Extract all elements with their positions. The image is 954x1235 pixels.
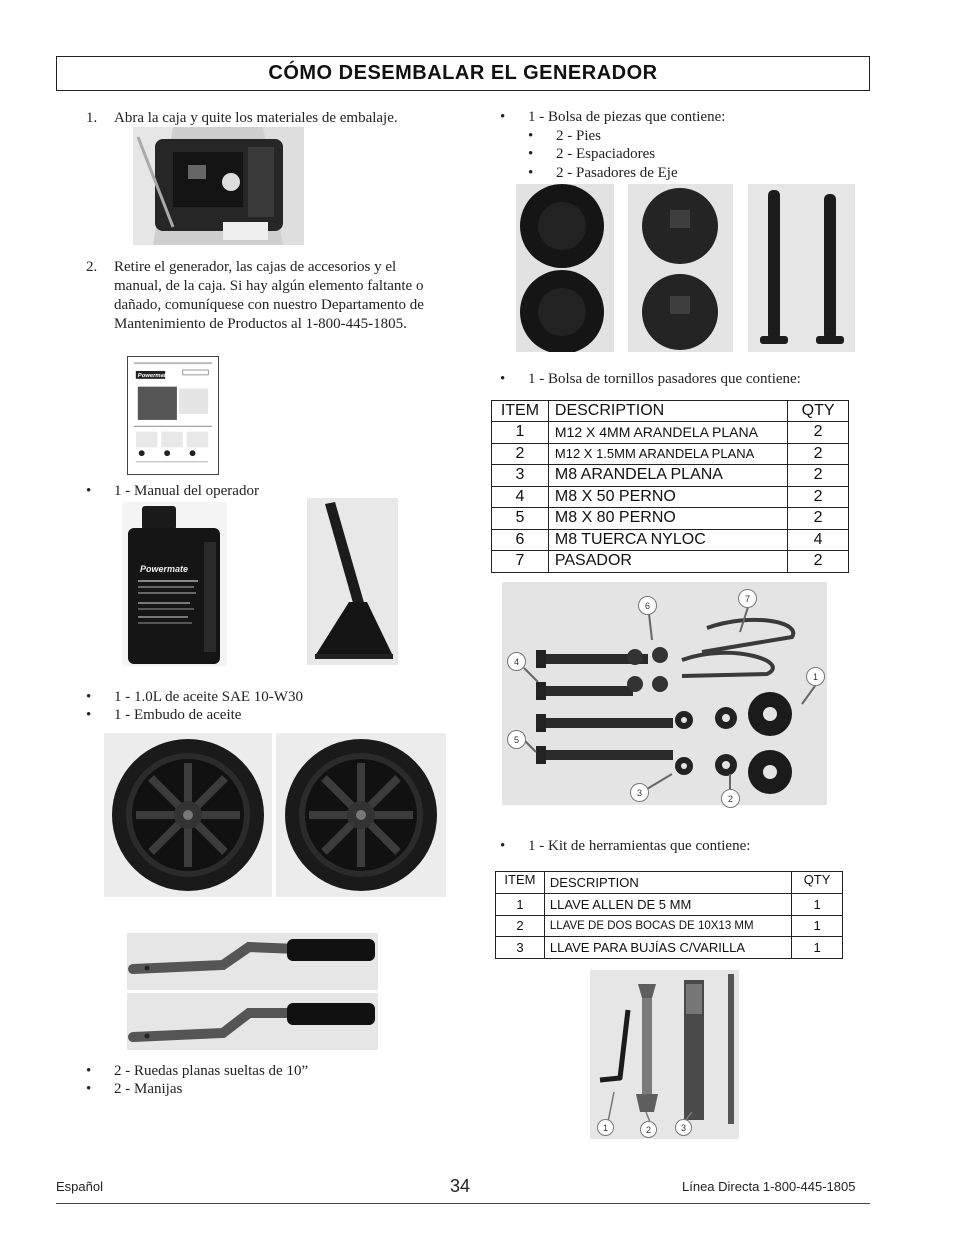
operator-manual-image	[127, 356, 219, 475]
bullet-marker: •	[528, 165, 534, 181]
table-cell-qty: 2	[788, 443, 849, 465]
toolkit-heading: 1 - Kit de herramientas que contiene:	[528, 838, 751, 854]
table-cell-description: M8 X 80 PERNO	[548, 508, 787, 530]
page-number: 34	[450, 1176, 471, 1196]
table-cell-qty: 2	[788, 486, 849, 508]
table-cell-item: 2	[496, 915, 545, 937]
table-cell-item: 5	[492, 508, 549, 530]
handle-photo-1	[127, 933, 378, 990]
bullet-wheels-text: 2 - Ruedas planas sueltas de 10”	[114, 1063, 309, 1079]
table-row	[492, 465, 849, 487]
table-cell-description: M12 X 4MM ARANDELA PLANA	[548, 422, 787, 444]
table-header-item: ITEM	[496, 872, 545, 894]
bullet-marker: •	[86, 1063, 92, 1079]
bullet-marker: •	[86, 707, 92, 723]
table-header-qty: QTY	[792, 872, 843, 894]
table-header-qty: QTY	[788, 401, 849, 422]
table-cell-description: M8 TUERCA NYLOC	[548, 529, 787, 551]
bullet-manual	[86, 482, 259, 501]
parts-bag-item	[528, 145, 656, 164]
callout-4: 4	[507, 652, 526, 671]
table-cell-description: LLAVE DE DOS BOCAS DE 10X13 MM	[544, 915, 791, 937]
step-1-number: 1.	[86, 110, 98, 126]
table-cell-item: 3	[492, 465, 549, 487]
step-2-line: manual, de la caja. Si hay algún elemento faltante o	[114, 278, 424, 294]
tool-callout-1: 1	[597, 1119, 614, 1136]
wheel-photo-2	[276, 733, 446, 897]
table-header-description: DESCRIPTION	[548, 401, 787, 422]
oil-funnel-photo	[307, 498, 398, 665]
table-row	[492, 486, 849, 508]
table-cell-description: M8 ARANDELA PLANA	[548, 465, 787, 487]
spacers-photo	[628, 184, 733, 352]
callout-3: 3	[630, 783, 649, 802]
parts-bag-item-text: 2 - Pies	[556, 128, 601, 144]
table-cell-qty: 2	[788, 551, 849, 573]
table-cell-qty: 1	[792, 915, 843, 937]
parts-bag-heading: 1 - Bolsa de piezas que contiene:	[528, 109, 726, 125]
callout-5: 5	[507, 730, 526, 749]
table-cell-item: 7	[492, 551, 549, 573]
table-cell-item: 2	[492, 443, 549, 465]
table-row	[496, 894, 843, 916]
bullet-marker: •	[500, 371, 506, 387]
toolkit-table	[495, 871, 843, 959]
bullet-marker: •	[528, 128, 534, 144]
step-2-number: 2.	[86, 259, 98, 275]
table-cell-description: LLAVE PARA BUJÍAS C/VARILLA	[544, 937, 791, 959]
table-header-row	[496, 872, 843, 894]
table-header-description: DESCRIPTION	[544, 872, 791, 894]
table-cell-item: 6	[492, 529, 549, 551]
parts-bag-item-text: 2 - Espaciadores	[556, 146, 656, 162]
page-title-box	[56, 56, 870, 91]
step-2-line: Retire el generador, las cajas de accesorios y el	[114, 259, 397, 275]
table-cell-description: PASADOR	[548, 551, 787, 573]
table-cell-qty: 4	[788, 529, 849, 551]
table-row	[492, 443, 849, 465]
footer-hotline: Línea Directa 1-800-445-1805	[682, 1179, 856, 1194]
table-cell-item: 3	[496, 937, 545, 959]
table-cell-item: 4	[492, 486, 549, 508]
table-cell-item: 1	[496, 894, 545, 916]
bullet-manual-text: 1 - Manual del operador	[114, 483, 259, 499]
table-row	[496, 937, 843, 959]
bullet-marker: •	[500, 109, 506, 125]
manual-brand-text: Powermate	[137, 372, 170, 379]
tool-callout-3: 3	[675, 1119, 692, 1136]
wheel-photo-1	[104, 733, 272, 897]
table-header-row	[492, 401, 849, 422]
tool-callout-2: 2	[640, 1121, 657, 1138]
callout-7: 7	[738, 589, 757, 608]
table-row	[496, 915, 843, 937]
table-cell-description: M12 X 1.5MM ARANDELA PLANA	[548, 443, 787, 465]
bullet-bolts-bag	[500, 370, 801, 389]
bolts-bag-heading: 1 - Bolsa de tornillos pasadores que contiene:	[528, 371, 801, 387]
bullet-funnel	[86, 706, 242, 725]
table-cell-item: 1	[492, 422, 549, 444]
bullet-handles-text: 2 - Manijas	[114, 1081, 183, 1097]
callout-6: 6	[638, 596, 657, 615]
bullet-parts-bag	[500, 108, 726, 127]
table-row	[492, 551, 849, 573]
table-row	[492, 529, 849, 551]
bullet-marker: •	[528, 146, 534, 162]
bullet-wheels	[86, 1062, 309, 1081]
oil-bottle-photo	[122, 502, 227, 666]
callout-1: 1	[806, 667, 825, 686]
table-cell-qty: 2	[788, 422, 849, 444]
handle-photo-2	[127, 993, 378, 1050]
table-cell-description: M8 X 50 PERNO	[548, 486, 787, 508]
table-cell-description: LLAVE ALLEN DE 5 MM	[544, 894, 791, 916]
step-1-text: Abra la caja y quite los materiales de embalaje.	[114, 110, 398, 126]
parts-bag-item-text: 2 - Pasadores de Eje	[556, 165, 678, 181]
feet-photo	[516, 184, 614, 352]
footer-language: Español	[56, 1179, 103, 1194]
table-row	[492, 422, 849, 444]
parts-bag-item	[528, 164, 678, 183]
page-title: CÓMO DESEMBALAR EL GENERADOR	[268, 62, 658, 84]
footer-divider	[56, 1203, 870, 1204]
callout-2: 2	[721, 789, 740, 808]
bolt-bag-table	[491, 400, 849, 573]
table-cell-qty: 2	[788, 465, 849, 487]
table-cell-qty: 1	[792, 937, 843, 959]
bullet-oil-text: 1 - 1.0L de aceite SAE 10-W30	[114, 689, 303, 705]
step-2-line: dañado, comuníquese con nuestro Departamento de	[114, 297, 424, 313]
table-cell-qty: 1	[792, 894, 843, 916]
hardware-photo	[502, 582, 827, 805]
table-header-item: ITEM	[492, 401, 549, 422]
parts-bag-item	[528, 127, 601, 146]
bullet-handles	[86, 1080, 183, 1099]
step-2-line: Mantenimiento de Productos al 1-800-445-1805.	[114, 316, 407, 332]
bullet-marker: •	[86, 1081, 92, 1097]
bullet-marker: •	[86, 689, 92, 705]
table-row	[492, 508, 849, 530]
generator-in-box-photo	[133, 127, 304, 245]
bullet-funnel-text: 1 - Embudo de aceite	[114, 707, 242, 723]
oil-brand-text: Powermate	[140, 564, 189, 574]
bullet-marker: •	[86, 483, 92, 499]
bullet-oil	[86, 688, 303, 707]
bullet-marker: •	[500, 838, 506, 854]
tools-photo	[590, 970, 739, 1139]
bullet-toolkit	[500, 837, 751, 856]
axle-pins-photo	[748, 184, 855, 352]
table-cell-qty: 2	[788, 508, 849, 530]
